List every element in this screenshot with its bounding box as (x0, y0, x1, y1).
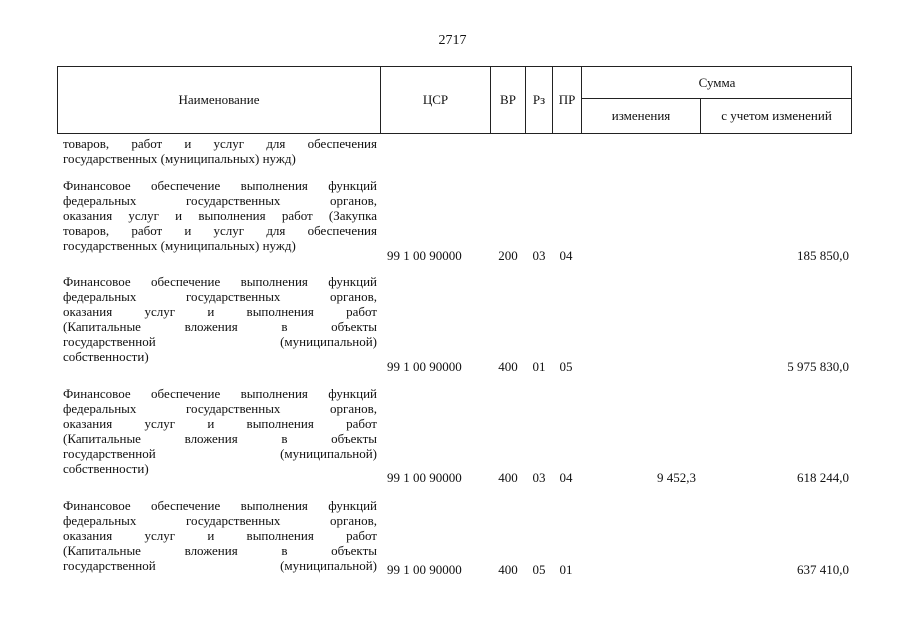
row-pr: 05 (559, 359, 573, 374)
page-number: 2717 (438, 33, 467, 48)
row-csr: 99 1 00 90000 (387, 470, 462, 485)
text-line: государственных (муниципальных) нужд) (63, 151, 296, 166)
row-total: 5 975 830,0 (787, 359, 849, 374)
text-line: Финансовое обеспечение выполнения функций (63, 178, 377, 193)
row-rz: 05 (532, 562, 546, 577)
row-description (63, 274, 377, 364)
row-pr: 04 (559, 470, 573, 485)
text-line: товаров, работ и услуг для обеспечения (63, 223, 377, 238)
text-line: (Капитальные вложения в объекты (63, 431, 377, 446)
header-change: изменения (611, 108, 671, 123)
row-csr: 99 1 00 90000 (387, 248, 462, 263)
text-line: (Капитальные вложения в объекты (63, 319, 377, 334)
text-line: государственной (муниципальной) (63, 334, 377, 349)
text-line: федеральных государственных органов, (63, 289, 377, 304)
text-line: оказания услуг и выполнения работ (63, 528, 377, 543)
text-line: Финансовое обеспечение выполнения функций (63, 274, 377, 289)
text-line: оказания услуг и выполнения работ (63, 416, 377, 431)
row-total: 185 850,0 (797, 248, 849, 263)
header-pr: ПР (558, 92, 576, 107)
header-total: с учетом изменений (721, 108, 832, 123)
row-rz: 01 (532, 359, 546, 374)
text-line: государственной (муниципальной) (63, 446, 377, 461)
row-vr: 400 (498, 562, 518, 577)
text-line: собственности) (63, 461, 149, 476)
row-description (63, 386, 377, 476)
header-rz: Рз (532, 92, 546, 107)
row-vr: 400 (498, 470, 518, 485)
text-line: оказания услуг и выполнения работ (63, 304, 377, 319)
row-csr: 99 1 00 90000 (387, 562, 462, 577)
header-name: Наименование (178, 92, 260, 107)
text-line: Финансовое обеспечение выполнения функций (63, 498, 377, 513)
text-line: федеральных государственных органов, (63, 401, 377, 416)
row-total: 637 410,0 (797, 562, 849, 577)
continuation-text (63, 136, 377, 166)
row-total: 618 244,0 (797, 470, 849, 485)
text-line: государственной (муниципальной) (63, 558, 377, 573)
row-vr: 200 (498, 248, 518, 263)
header-sum: Сумма (698, 74, 736, 90)
row-description (63, 178, 377, 253)
header-csr: ЦСР (422, 92, 449, 107)
row-change: 9 452,3 (657, 470, 696, 485)
text-line: федеральных государственных органов, (63, 513, 377, 528)
text-line: собственности) (63, 349, 149, 364)
text-line: (Капитальные вложения в объекты (63, 543, 377, 558)
row-rz: 03 (532, 470, 546, 485)
text-line: оказания услуг и выполнения работ (Закупка (63, 208, 377, 223)
row-rz: 03 (532, 248, 546, 263)
text-line: государственных (муниципальных) нужд) (63, 238, 296, 253)
row-csr: 99 1 00 90000 (387, 359, 462, 374)
row-description (63, 498, 377, 573)
text-line: товаров, работ и услуг для обеспечения (63, 136, 377, 151)
text-line: федеральных государственных органов, (63, 193, 377, 208)
text-line: Финансовое обеспечение выполнения функций (63, 386, 377, 401)
row-vr: 400 (498, 359, 518, 374)
row-pr: 04 (559, 248, 573, 263)
row-pr: 01 (559, 562, 573, 577)
header-vr: ВР (500, 92, 516, 107)
